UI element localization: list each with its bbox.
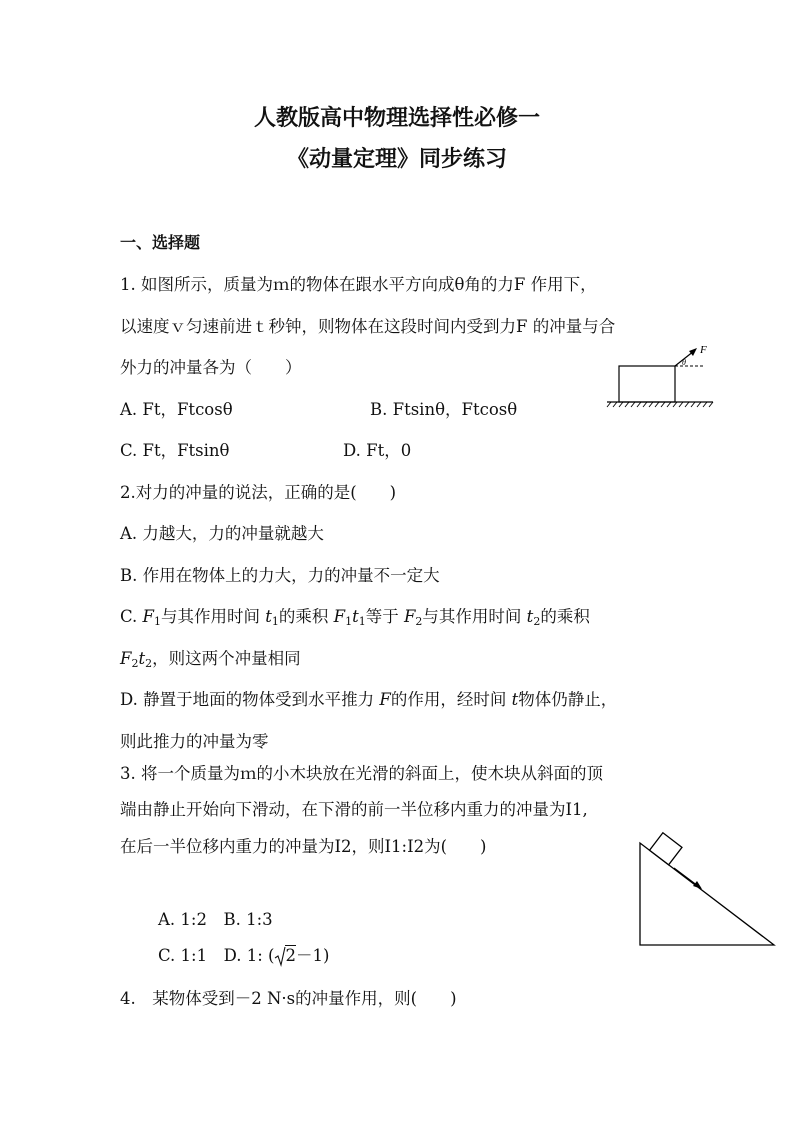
q2-option-c-line1: C. $F_1$与其作用时间 $t_1$的乘积 $F_1t_1$等于 $F_2$与其作用时间 $t_2$的乘积 bbox=[120, 607, 590, 628]
page-title-line2: 《动量定理》同步练习 bbox=[286, 146, 507, 172]
q2-option-b: B. 作用在物体上的力大，力的冲量不一定大 bbox=[120, 566, 440, 585]
sqrt-sign bbox=[275, 946, 285, 966]
q2-option-a: A. 力越大，力的冲量就越大 bbox=[120, 524, 324, 543]
q2-stem: 2.对力的冲量的说法，正确的是( ) bbox=[120, 483, 397, 502]
ground-hatching bbox=[607, 402, 713, 407]
sliding-block bbox=[650, 833, 682, 865]
section-heading: 一、选择题 bbox=[120, 233, 201, 252]
q1-block-figure bbox=[605, 338, 715, 408]
q1-option-a: A. Ft，Ftcosθ bbox=[120, 400, 233, 419]
q1-option-d: D. Ft，0 bbox=[343, 441, 412, 460]
q3-stem-line3: 在后一半位移内重力的冲量为I2，则I1:I2为( ) bbox=[120, 837, 487, 856]
q3-stem-line2: 端由静止开始向下滑动，在下滑的前一半位移内重力的冲量为I1, bbox=[120, 800, 588, 819]
q2-option-d-line2: 则此推力的冲量为零 bbox=[120, 732, 269, 751]
page-title-line1: 人教版高中物理选择性必修一 bbox=[253, 105, 540, 131]
motion-arrowhead bbox=[693, 881, 702, 889]
block bbox=[619, 366, 675, 402]
angle-label: θ bbox=[682, 358, 686, 367]
q1-option-c: C. Ft，Ftsinθ bbox=[120, 441, 230, 460]
q1-stem-line1: 1. 如图所示，质量为ｍ的物体在跟水平方向成θ角的力F 作用下， bbox=[120, 275, 597, 294]
q3-stem-line1: 3. 将一个质量为ｍ的小木块放在光滑的斜面上，使木块从斜面的顶 bbox=[120, 764, 603, 783]
sqrt-expression: 2 bbox=[275, 946, 296, 966]
q1-stem-line3: 外力的冲量各为（ ） bbox=[120, 358, 302, 377]
q3-options-cd: C. 1:1 D. 1: ( 2－1) bbox=[158, 946, 330, 965]
q1-option-b: B. Ftsinθ，Ftcosθ bbox=[370, 400, 518, 419]
motion-arrow bbox=[674, 868, 698, 886]
q2-option-d-line1: D. 静置于地面的物体受到水平推力 F的作用，经时间 t物体仍静止， bbox=[120, 690, 618, 709]
force-label: F bbox=[700, 344, 707, 356]
force-arrowhead bbox=[689, 348, 697, 356]
q3-incline-figure bbox=[636, 835, 778, 947]
q1-stem-line2: 以速度ｖ匀速前进ｔ秒钟，则物体在这段时间内受到力F 的冲量与合 bbox=[120, 317, 616, 336]
q4-stem: 4. 某物体受到－2 N·s的冲量作用，则( ) bbox=[120, 989, 457, 1008]
q3-options-ab: A. 1:2 B. 1:3 bbox=[158, 910, 273, 929]
q2-option-c-line2: $F_2t_2$，则这两个冲量相同 bbox=[120, 649, 301, 670]
